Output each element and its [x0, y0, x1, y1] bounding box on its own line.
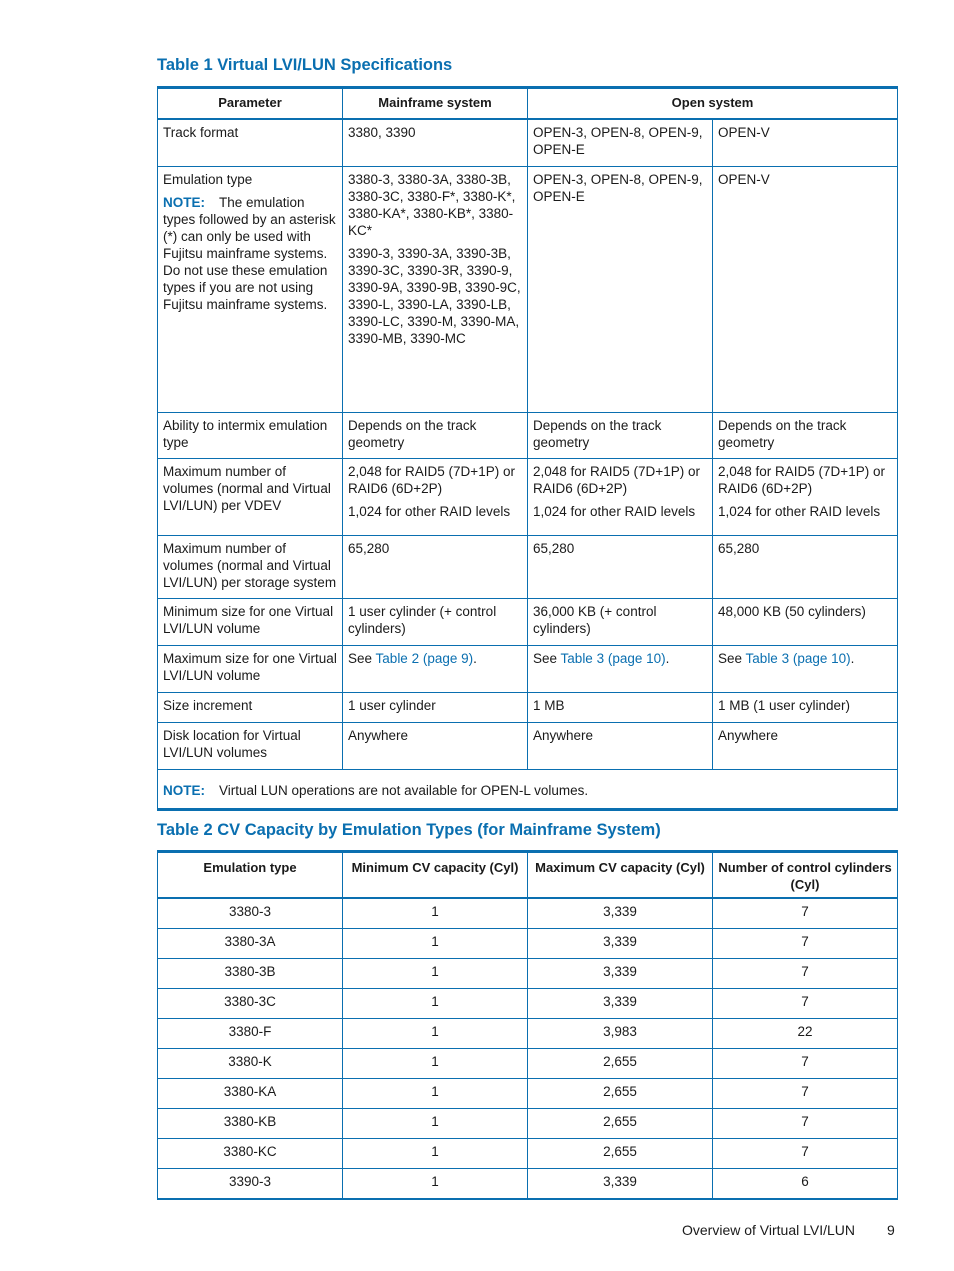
emulation-type-cell: 3380-KA	[158, 1079, 343, 1109]
cv-capacity-table	[157, 850, 898, 1200]
raid-limit-other: 1,024 for other RAID levels	[718, 503, 881, 519]
note-text: The emulation types followed by an asterisk (*) can only be used with Fujitsu mainframe systems. Do not use these emulation types if you are not using Fujitsu mainframe systems.	[163, 194, 336, 312]
raid-limit-other: 1,024 for other RAID levels	[348, 503, 511, 519]
table-row	[158, 722, 898, 769]
header-parameter: Parameter	[158, 88, 343, 120]
emulation-type-cell: 3380-3A	[158, 929, 343, 959]
raid-limit-other: 1,024 for other RAID levels	[533, 503, 696, 519]
open-cell	[713, 645, 898, 692]
table-row	[158, 166, 898, 412]
table-row	[158, 929, 898, 959]
open-cell: 1 MB	[528, 692, 713, 722]
param-cell	[158, 166, 343, 412]
min-cv-cell: 1	[343, 1139, 528, 1169]
table-row	[158, 1109, 898, 1139]
note-label: NOTE:	[163, 783, 205, 798]
max-cv-cell: 3,339	[528, 989, 713, 1019]
open-cell: 65,280	[528, 535, 713, 598]
emulation-type-cell: 3380-KB	[158, 1109, 343, 1139]
control-cyl-cell: 7	[713, 1049, 898, 1079]
control-cyl-cell: 7	[713, 1139, 898, 1169]
table2-caption: Table 2 CV Capacity by Emulation Types (for Mainframe System)	[157, 821, 661, 839]
emulation-list-3390: 3390-3, 3390-3A, 3390-3B, 3390-3C, 3390-3R, 3390-9, 3390-9A, 3390-9B, 3390-9C, 3390-L, 3390-LA, 3390-LB, 3390-LC, 3390-M, 3390-MA, 3390-MB, 3390-MC	[348, 245, 521, 346]
param-cell: Disk location for Virtual LVI/LUN volumes	[158, 722, 343, 769]
header-emulation-type: Emulation type	[158, 852, 343, 899]
max-cv-cell: 2,655	[528, 1049, 713, 1079]
control-cyl-cell: 7	[713, 929, 898, 959]
max-cv-cell: 3,339	[528, 929, 713, 959]
open-cell: 36,000 KB (+ control cylinders)	[528, 598, 713, 645]
min-cv-cell: 1	[343, 959, 528, 989]
table-row	[158, 959, 898, 989]
mainframe-cell	[343, 645, 528, 692]
control-cyl-cell: 7	[713, 1109, 898, 1139]
table1-caption: Table 1 Virtual LVI/LUN Specifications	[157, 56, 453, 74]
table-row	[158, 458, 898, 535]
open-cell: Anywhere	[528, 722, 713, 769]
param-cell: Maximum number of volumes (normal and Virtual LVI/LUN) per storage system	[158, 535, 343, 598]
mainframe-cell: 3380, 3390	[343, 119, 528, 166]
min-cv-cell: 1	[343, 1019, 528, 1049]
table-row	[158, 535, 898, 598]
mainframe-cell: 1 user cylinder (+ control cylinders)	[343, 598, 528, 645]
raid-limit: 2,048 for RAID5 (7D+1P) or RAID6 (6D+2P)	[348, 463, 515, 496]
table2-link[interactable]: Table 2 (page 9)	[375, 650, 474, 666]
header-min-cv-capacity: Minimum CV capacity (Cyl)	[343, 852, 528, 899]
table-row	[158, 598, 898, 645]
table-row	[158, 645, 898, 692]
mainframe-cell: 65,280	[343, 535, 528, 598]
raid-limit: 2,048 for RAID5 (7D+1P) or RAID6 (6D+2P)	[718, 463, 885, 496]
page-footer-title: Overview of Virtual LVI/LUN	[682, 1222, 855, 1238]
param-cell: Minimum size for one Virtual LVI/LUN volume	[158, 598, 343, 645]
min-cv-cell: 1	[343, 898, 528, 929]
table-row	[158, 1049, 898, 1079]
min-cv-cell: 1	[343, 989, 528, 1019]
table-row	[158, 1169, 898, 1200]
table-row	[158, 692, 898, 722]
open-cell: Depends on the track geometry	[713, 412, 898, 458]
control-cyl-cell: 6	[713, 1169, 898, 1200]
param-cell: Track format	[158, 119, 343, 166]
table-row	[158, 412, 898, 458]
param-cell: Maximum size for one Virtual LVI/LUN volume	[158, 645, 343, 692]
period: .	[665, 650, 670, 666]
open-cell: OPEN-3, OPEN-8, OPEN-9, OPEN-E	[528, 119, 713, 166]
min-cv-cell: 1	[343, 1169, 528, 1200]
emulation-type-cell: 3380-3	[158, 898, 343, 929]
period: .	[473, 650, 477, 666]
emulation-list-3380: 3380-3, 3380-3A, 3380-3B, 3380-3C, 3380-F*, 3380-K*, 3380-KA*, 3380-KB*, 3380-KC*	[348, 171, 516, 238]
note-label: NOTE:	[163, 194, 205, 210]
param-cell: Size increment	[158, 692, 343, 722]
param-cell: Maximum number of volumes (normal and Virtual LVI/LUN) per VDEV	[158, 458, 343, 535]
max-cv-cell: 2,655	[528, 1139, 713, 1169]
max-cv-cell: 3,339	[528, 898, 713, 929]
page-number: 9	[887, 1222, 895, 1238]
open-cell: 65,280	[713, 535, 898, 598]
emulation-type-cell: 3380-3C	[158, 989, 343, 1019]
control-cyl-cell: 7	[713, 989, 898, 1019]
header-control-cylinders: Number of control cylinders (Cyl)	[713, 852, 898, 899]
open-cell: 48,000 KB (50 cylinders)	[713, 598, 898, 645]
table-row	[158, 119, 898, 166]
param-cell: Ability to intermix emulation type	[158, 412, 343, 458]
open-cell: Depends on the track geometry	[528, 412, 713, 458]
open-cell: OPEN-3, OPEN-8, OPEN-9, OPEN-E	[528, 166, 713, 412]
control-cyl-cell: 7	[713, 1079, 898, 1109]
emulation-type-cell: 3380-K	[158, 1049, 343, 1079]
mainframe-cell	[343, 458, 528, 535]
see-text: See	[348, 650, 373, 666]
min-cv-cell: 1	[343, 1109, 528, 1139]
open-cell	[713, 458, 898, 535]
control-cyl-cell: 7	[713, 959, 898, 989]
emulation-type-cell: 3380-F	[158, 1019, 343, 1049]
max-cv-cell: 2,655	[528, 1079, 713, 1109]
open-cell	[528, 645, 713, 692]
note-text: Virtual LUN operations are not available for OPEN-L volumes.	[219, 783, 589, 798]
table-note	[158, 769, 898, 809]
min-cv-cell: 1	[343, 1049, 528, 1079]
table3-link[interactable]: Table 3 (page 10)	[560, 650, 666, 666]
see-text: See	[718, 650, 743, 666]
min-cv-cell: 1	[343, 1079, 528, 1109]
control-cyl-cell: 22	[713, 1019, 898, 1049]
header-open: Open system	[528, 88, 898, 120]
max-cv-cell: 3,339	[528, 959, 713, 989]
max-cv-cell: 3,983	[528, 1019, 713, 1049]
mainframe-cell: Anywhere	[343, 722, 528, 769]
raid-limit: 2,048 for RAID5 (7D+1P) or RAID6 (6D+2P)	[533, 463, 700, 496]
max-cv-cell: 3,339	[528, 1169, 713, 1200]
header-mainframe: Mainframe system	[343, 88, 528, 120]
mainframe-cell: 1 user cylinder	[343, 692, 528, 722]
control-cyl-cell: 7	[713, 898, 898, 929]
open-cell: OPEN-V	[713, 119, 898, 166]
emulation-type-cell: 3380-3B	[158, 959, 343, 989]
see-text: See	[533, 650, 558, 666]
note	[163, 194, 337, 313]
mainframe-cell	[343, 166, 528, 412]
table-row	[158, 1079, 898, 1109]
param-label: Emulation type	[163, 171, 253, 187]
table-row	[158, 898, 898, 929]
table3-link[interactable]: Table 3 (page 10)	[745, 650, 851, 666]
header-max-cv-capacity: Maximum CV capacity (Cyl)	[528, 852, 713, 899]
emulation-type-cell: 3390-3	[158, 1169, 343, 1200]
max-cv-cell: 2,655	[528, 1109, 713, 1139]
open-cell: 1 MB (1 user cylinder)	[713, 692, 898, 722]
open-cell: Anywhere	[713, 722, 898, 769]
mainframe-cell: Depends on the track geometry	[343, 412, 528, 458]
table-row	[158, 1139, 898, 1169]
period: .	[850, 650, 855, 666]
table-note-row	[158, 769, 898, 809]
emulation-type-cell: 3380-KC	[158, 1139, 343, 1169]
virtual-lvi-lun-spec-table	[157, 86, 898, 811]
table-row	[158, 1019, 898, 1049]
table-row	[158, 989, 898, 1019]
open-cell	[528, 458, 713, 535]
min-cv-cell: 1	[343, 929, 528, 959]
open-cell: OPEN-V	[713, 166, 898, 412]
